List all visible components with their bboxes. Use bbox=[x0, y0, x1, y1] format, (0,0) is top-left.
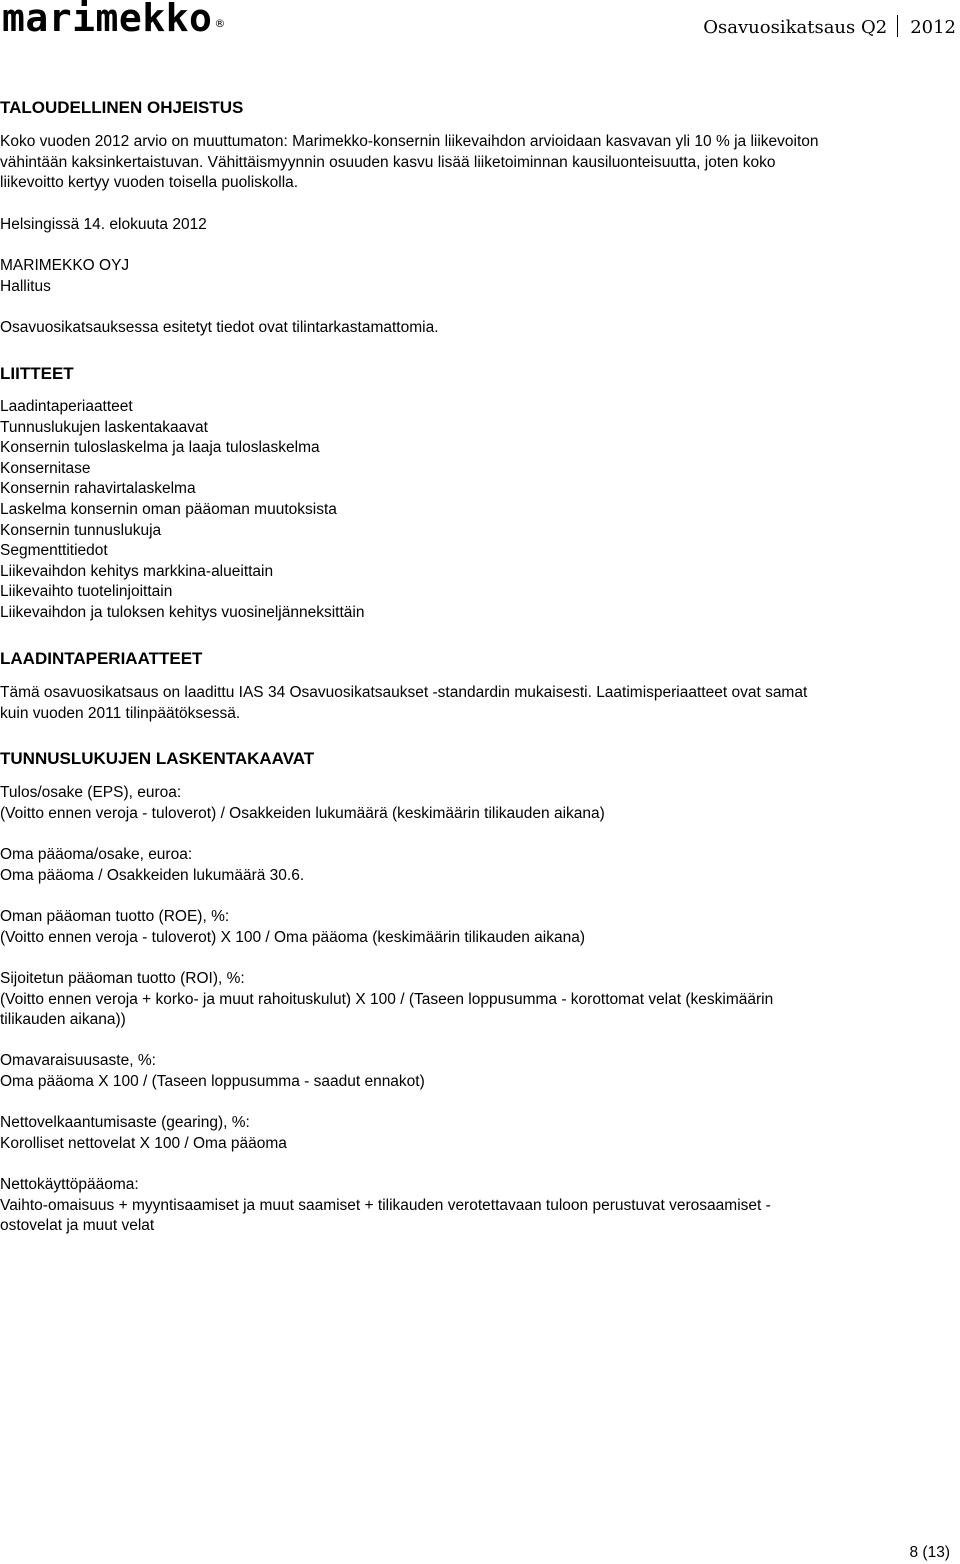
text-line: Koko vuoden 2012 arvio on muuttumaton: Marimekko-konsernin liikevaihdon arvioidaan kasvavan yli 10 % ja liikevoiton bbox=[0, 133, 819, 150]
formula-name: Sijoitetun pääoman tuotto (ROI), %: bbox=[0, 970, 245, 987]
audit-note: Osavuosikatsauksessa esitetyt tiedot ovat tilintarkastamattomia. bbox=[0, 319, 439, 336]
list-item: Liikevaihdon ja tuloksen kehitys vuosineljänneksittäin bbox=[0, 603, 365, 621]
list-item: Liikevaihdon kehitys markkina-alueittain bbox=[0, 562, 274, 580]
page-number: 8 (13) bbox=[909, 1544, 950, 1561]
list-item: Konsernin tunnuslukuja bbox=[0, 521, 162, 539]
formula-definition: (Voitto ennen veroja - tuloverot) / Osakkeiden lukumäärä (keskimäärin tilikauden aikana) bbox=[0, 804, 605, 822]
text-line: kuin vuoden 2011 tilinpäätöksessä. bbox=[0, 704, 241, 722]
report-year: 2012 bbox=[910, 17, 956, 38]
formula-name: Nettokäyttöpääoma: bbox=[0, 1176, 139, 1193]
section-title-formulas: TUNNUSLUKUJEN LASKENTAKAAVAT bbox=[0, 749, 315, 768]
formula-name: Nettovelkaantumisaste (gearing), %: bbox=[0, 1114, 250, 1131]
list-item: Liikevaihto tuotelinjoittain bbox=[0, 583, 173, 601]
list-item: Segmenttitiedot bbox=[0, 542, 108, 560]
text-line: Tämä osavuosikatsaus on laadittu IAS 34 Osavuosikatsaukset -standardin mukaisesti. Laatimisperiaatteet ovat samat bbox=[0, 684, 808, 701]
formula-name: Omavaraisuusaste, %: bbox=[0, 1052, 156, 1069]
formula-equity-ratio bbox=[0, 1051, 952, 1092]
formula-definition: tilikauden aikana)) bbox=[0, 1011, 126, 1029]
formula-definition: Korolliset nettovelat X 100 / Oma pääoma bbox=[0, 1134, 287, 1152]
formula-definition: Vaihto-omaisuus + myyntisaamiset ja muut saamiset + tilikauden verotettavaan tuloon perustuvat verosaamiset - bbox=[0, 1196, 771, 1214]
formula-name: Tulos/osake (EPS), euroa: bbox=[0, 784, 182, 801]
formula-definition: Oma pääoma X 100 / (Taseen loppusumma - saadut ennakot) bbox=[0, 1072, 425, 1090]
list-item: Laadintaperiaatteet bbox=[0, 398, 133, 415]
appendix-list bbox=[0, 397, 952, 624]
list-item: Laskelma konsernin oman pääoman muutoksista bbox=[0, 500, 337, 518]
section-title-guidance: TALOUDELLINEN OHJEISTUS bbox=[0, 98, 244, 117]
formula-name: Oma pääoma/osake, euroa: bbox=[0, 846, 193, 863]
logo-text: marimekko bbox=[2, 0, 213, 40]
text-line: vähintään kaksinkertaistuvan. Vähittäismyynnin osuuden kasvu lisää liiketoiminnan kausiluonteisuutta, joten koko bbox=[0, 153, 776, 171]
section-title-appendices: LIITTEET bbox=[0, 364, 74, 383]
section-title-principles: LAADINTAPERIAATTEET bbox=[0, 649, 203, 668]
formula-eps bbox=[0, 783, 952, 824]
list-item: Konsernitase bbox=[0, 459, 91, 477]
formula-roe bbox=[0, 907, 952, 948]
report-name: Osavuosikatsaus Q2 bbox=[703, 17, 888, 38]
formula-name: Oman pääoman tuotto (ROE), %: bbox=[0, 908, 230, 925]
signature-block bbox=[0, 256, 952, 297]
page-header bbox=[0, 0, 960, 44]
board-label: Hallitus bbox=[0, 277, 51, 295]
header-divider bbox=[897, 15, 898, 37]
list-item: Konsernin tuloslaskelma ja laaja tuloslaskelma bbox=[0, 439, 320, 457]
principles-paragraph bbox=[0, 683, 952, 724]
place-date: Helsingissä 14. elokuuta 2012 bbox=[0, 216, 207, 233]
list-item: Tunnuslukujen laskentakaavat bbox=[0, 418, 208, 436]
report-title bbox=[703, 15, 956, 41]
formula-equity-per-share bbox=[0, 845, 952, 886]
formula-gearing bbox=[0, 1113, 952, 1154]
list-item: Konsernin rahavirtalaskelma bbox=[0, 480, 196, 498]
formula-roi bbox=[0, 969, 952, 1031]
formula-definition: Oma pääoma / Osakkeiden lukumäärä 30.6. bbox=[0, 866, 305, 884]
text-line: liikevoitto kertyy vuoden toisella puoliskolla. bbox=[0, 174, 299, 192]
guidance-paragraph bbox=[0, 132, 952, 194]
formula-definition: (Voitto ennen veroja + korko- ja muut rahoituskulut) X 100 / (Taseen loppusumma - korottomat velat (keskimäärin bbox=[0, 990, 774, 1008]
marimekko-logo bbox=[2, 0, 226, 40]
formula-definition: ostovelat ja muut velat bbox=[0, 1217, 155, 1235]
registered-mark: ® bbox=[214, 17, 226, 30]
formula-definition: (Voitto ennen veroja - tuloverot) X 100 / Oma pääoma (keskimäärin tilikauden aikana) bbox=[0, 928, 585, 946]
formula-net-working-capital bbox=[0, 1175, 952, 1237]
company-name: MARIMEKKO OYJ bbox=[0, 257, 130, 274]
